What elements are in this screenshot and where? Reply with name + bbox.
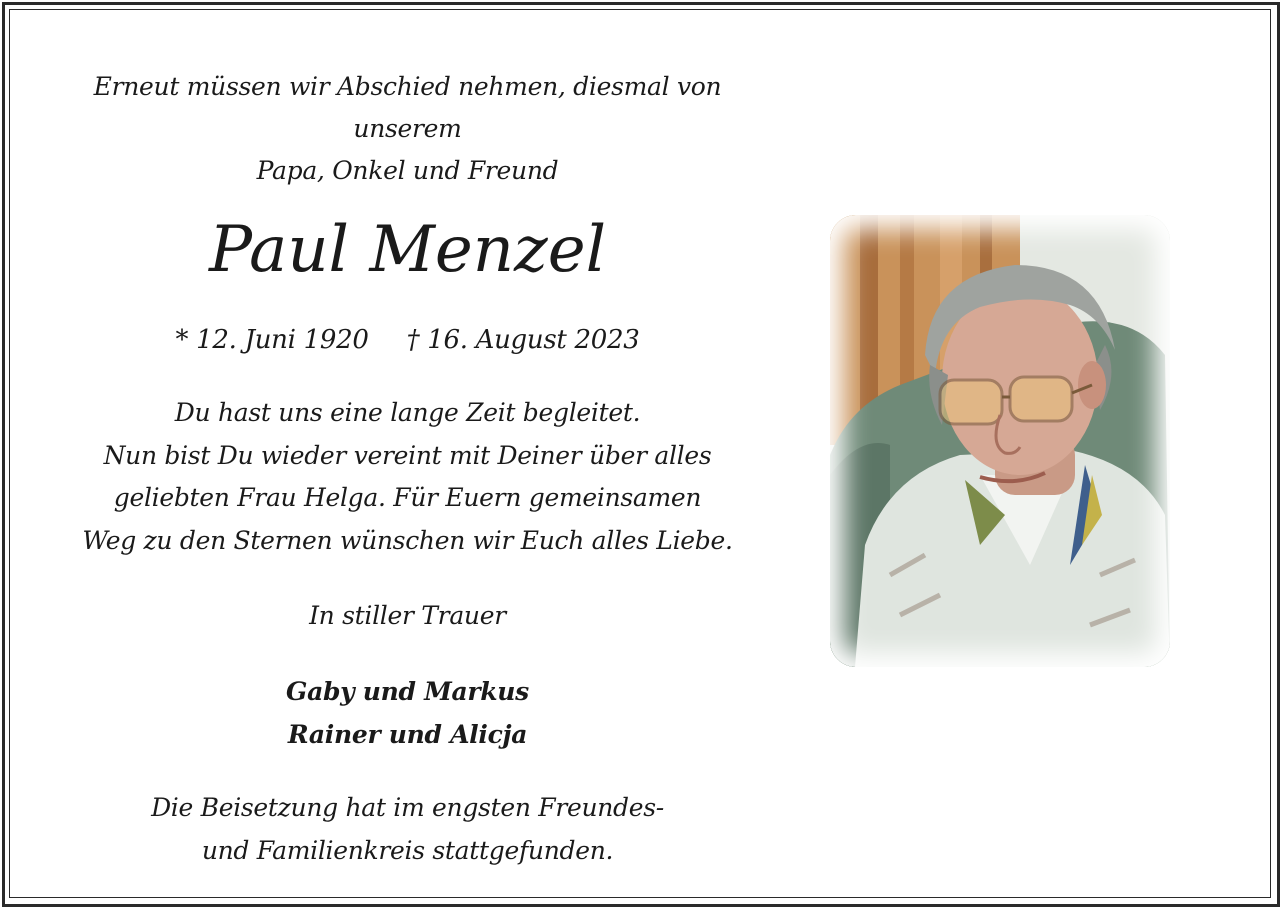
death-date: † 16. August 2023 [406,325,640,355]
family-name: Gaby und Markus [286,677,529,706]
portrait-photo [830,215,1170,667]
family-signatures [40,670,775,756]
farewell-verse [40,392,775,562]
intro-line: Papa, Onkel und Freund [256,156,559,185]
funeral-line: und Familienkreis stattgefunden. [201,836,614,865]
verse-line: Nun bist Du wieder vereint mit Deiner über alles [103,440,712,470]
intro-text [40,66,775,192]
verse-line: Du hast uns eine lange Zeit begleitet. [174,398,641,427]
intro-line: Erneut müssen wir Abschied nehmen, diesmal von unserem [93,72,722,143]
funeral-note [40,786,775,872]
family-name: Rainer und Alicja [287,720,528,749]
life-dates [40,320,775,360]
mourning-line: In stiller Trauer [309,601,506,630]
funeral-line: Die Beisetzung hat im engsten Freundes- [151,793,664,822]
verse-line: geliebten Frau Helga. Für Euern gemeinsamen [113,483,702,512]
verse-line: Weg zu den Sternen wünschen wir Euch alles Liebe. [82,525,733,555]
deceased-name: Paul Menzel [208,213,607,287]
birth-date: * 12. Juni 1920 [175,325,369,355]
portrait-illustration [830,215,1170,667]
